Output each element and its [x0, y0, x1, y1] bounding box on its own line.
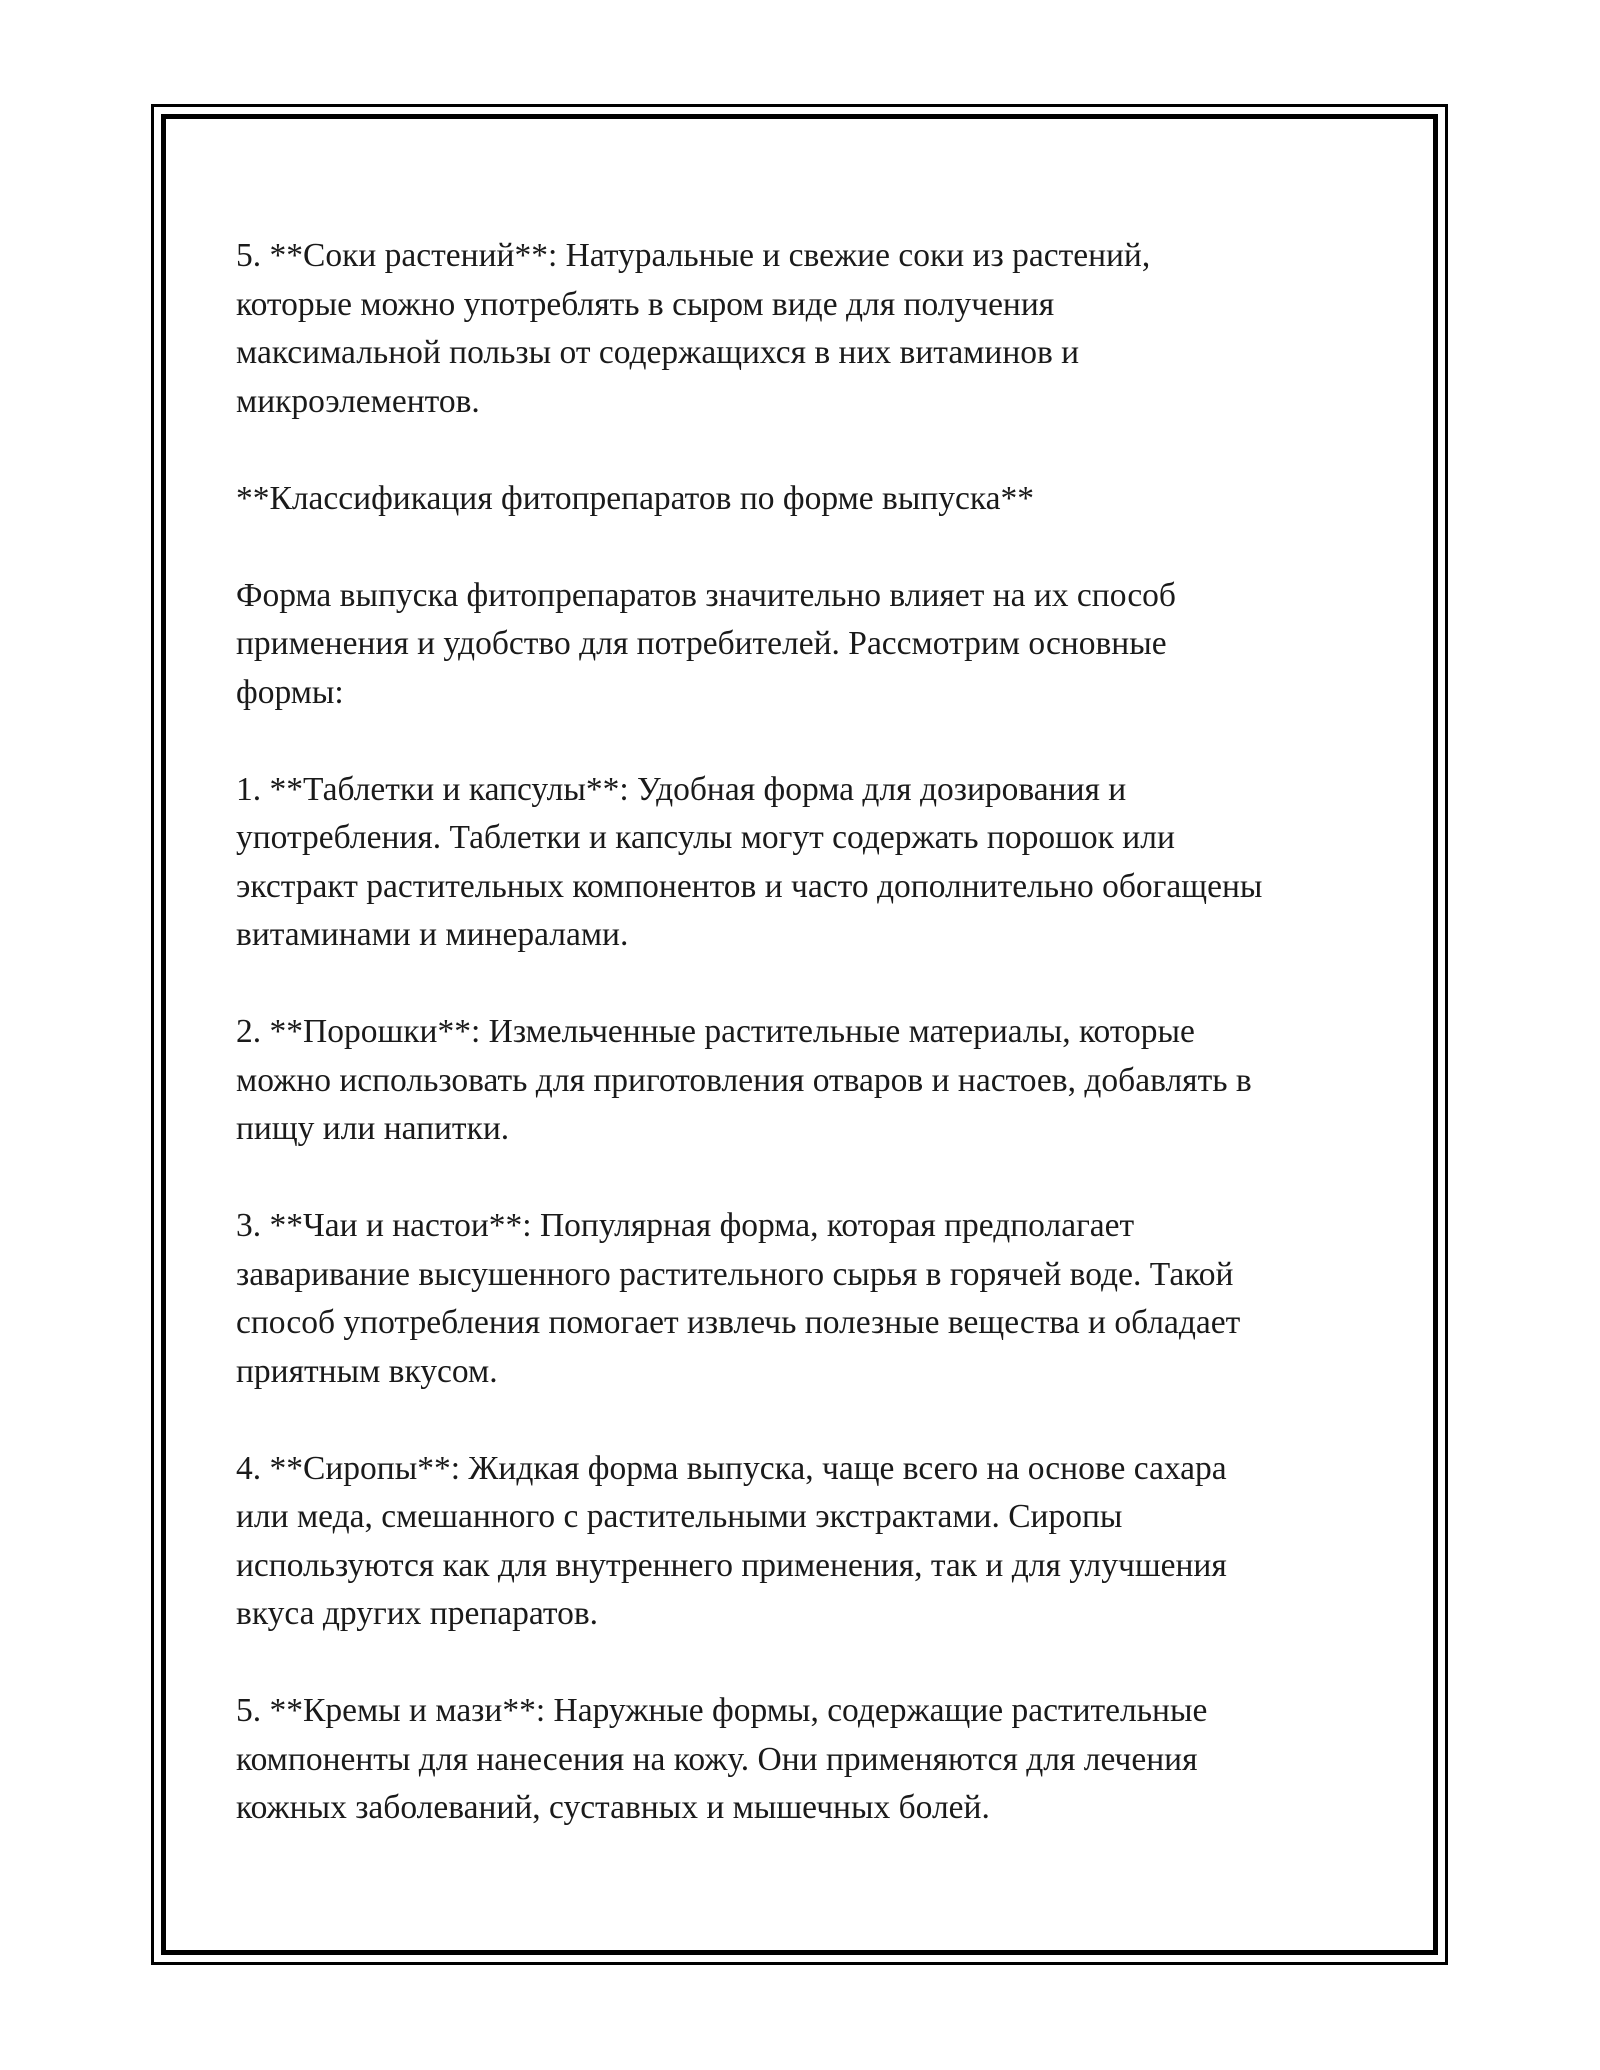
section-heading-release-form: **Классификация фитопрепаратов по форме выпуска** [236, 479, 1035, 517]
list-item-teas-infusions: 3. **Чаи и настои**: Популярная форма, которая предполагает заваривание высушенного растительного сырья в горячей воде. Такой способ употребления помогает извлечь полезные вещества и обладает приятным вкусом. [236, 1207, 1241, 1390]
list-item-syrups: 4. **Сиропы**: Жидкая форма выпуска, чаще всего на основе сахара или меда, смешанного с растительными экстрактами. Сиропы используются как для внутреннего применения, так и для улучшения вкуса других препаратов. [236, 1449, 1227, 1632]
paragraph-plant-juices: 5. **Соки растений**: Натуральные и свежие соки из растений, которые можно употреблять в сыром виде для получения максимальной пользы от содержащихся в них витаминов и микроэлементов. [236, 237, 1151, 420]
list-item-powders: 2. **Порошки**: Измельченные растительные материалы, которые можно использовать для приготовления отваров и настоев, добавлять в пищу или напитки. [236, 1013, 1252, 1147]
document-body [236, 232, 1386, 1833]
list-item-creams-ointments: 5. **Кремы и мази**: Наружные формы, содержащие растительные компоненты для нанесения на кожу. Они применяются для лечения кожных заболеваний, суставных и мышечных болей. [236, 1692, 1208, 1826]
paragraph-release-form-intro: Форма выпуска фитопрепаратов значительно влияет на их способ применения и удобство для потребителей. Рассмотрим основные формы: [236, 576, 1176, 711]
list-item-tablets-capsules: 1. **Таблетки и капсулы**: Удобная форма для дозирования и употребления. Таблетки и капсулы могут содержать порошок или экстракт растительных компонентов и часто дополнительно обогащены витаминами и минералами. [236, 770, 1263, 953]
